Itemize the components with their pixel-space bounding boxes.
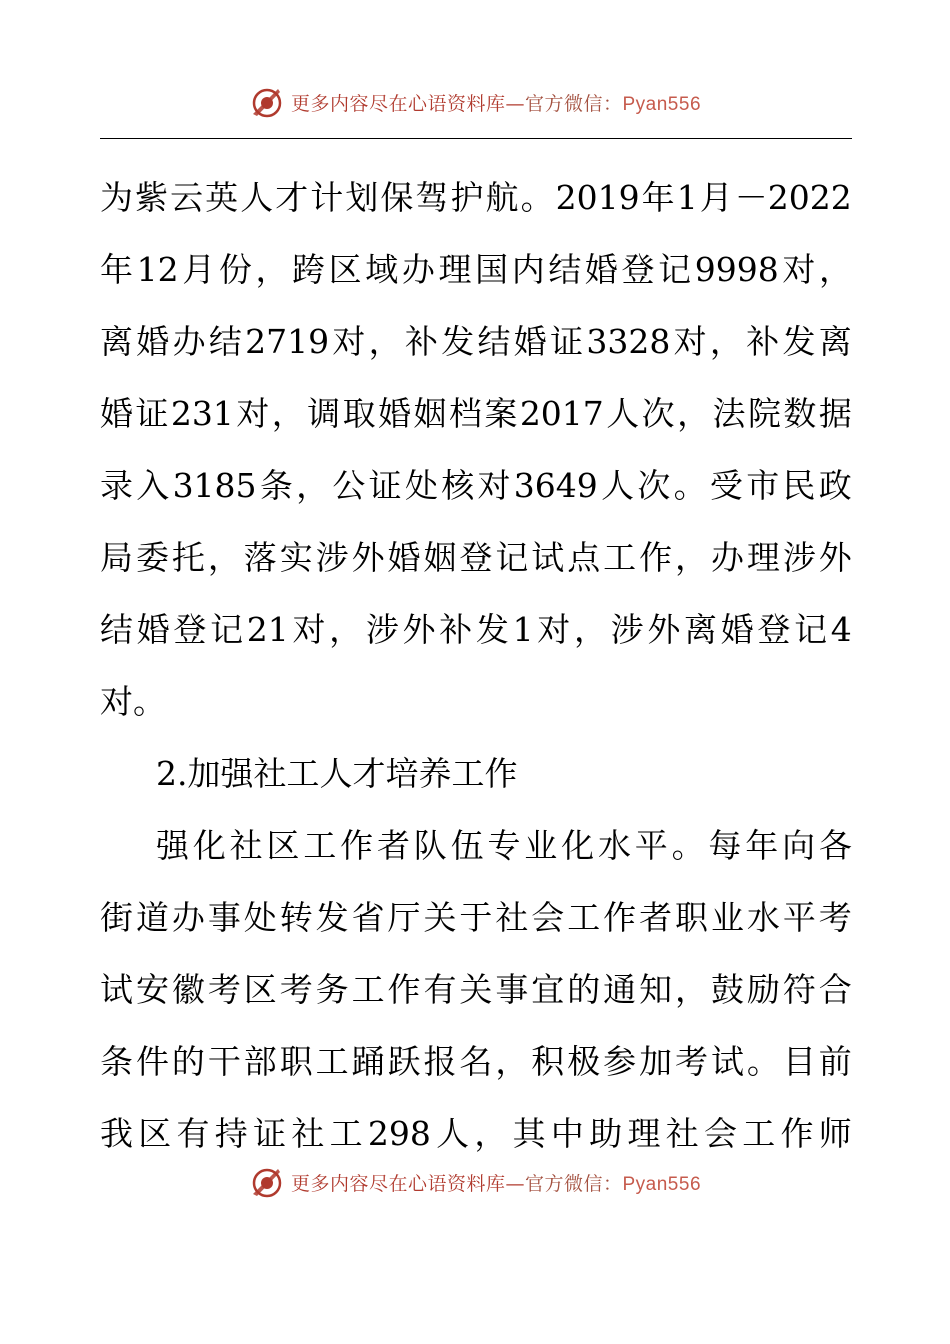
text-line: 试 安 徽 考 区 考 务 工 作 有 关 事 宜 的 通 知 ， 鼓 励 符 合	[100, 970, 852, 1009]
text-line: 婚 证 231 对 ， 调 取 婚 姻 档 案 2017 人 次 ， 法 院 数 据	[100, 394, 852, 433]
header-text: 更多内容尽在心语资料库—官方微信：Pyan556	[290, 92, 702, 115]
text-line: 为 紫 云 英 人 才 计 划 保 驾 护 航 。 2019 年 1 月 －2022	[100, 178, 852, 217]
footer-text: 更多内容尽在心语资料库—官方微信：Pyan556	[290, 1172, 702, 1195]
text-line: 条 件 的 干 部 职 工 踊 跃 报 名 ， 积 极 参 加 考 试 。 目 前	[100, 1042, 852, 1081]
text-line: 录 入 3185 条 ， 公 证 处 核 对 3649 人 次 。 受 市 民 政	[100, 466, 852, 505]
text-line: 结 婚 登 记 21 对 ， 涉 外 补 发 1 对 ， 涉 外 离 婚 登 记 4	[100, 610, 852, 649]
header-divider	[100, 138, 852, 139]
text-line: 街 道 办 事 处 转 发 省 厅 关 于 社 会 工 作 者 职 业 水 平 考	[100, 898, 852, 937]
paragraph-first-line: 强 化 社 区 工 作 者 队 伍 专 业 化 水 平 。 每 年 向 各	[156, 826, 852, 865]
brush-logo-icon	[249, 84, 285, 120]
footer-watermark	[0, 1162, 950, 1202]
header-watermark	[0, 82, 950, 122]
text-line: 对 。	[100, 682, 166, 721]
document-body	[100, 162, 852, 1170]
text-line: 我 区 有 持 证 社 工 298 人 ， 其 中 助 理 社 会 工 作 师	[100, 1114, 852, 1153]
section-heading: 2. 加 强 社 工 人 才 培 养 工 作	[156, 754, 518, 793]
text-line: 离 婚 办 结 2719 对 ， 补 发 结 婚 证 3328 对 ， 补 发 离	[100, 322, 852, 361]
text-line: 局 委 托 ， 落 实 涉 外 婚 姻 登 记 试 点 工 作 ， 办 理 涉 外	[100, 538, 852, 577]
brush-logo-icon	[249, 1164, 285, 1200]
text-line: 年 12 月 份 ， 跨 区 域 办 理 国 内 结 婚 登 记 9998 对 ，	[100, 250, 852, 289]
